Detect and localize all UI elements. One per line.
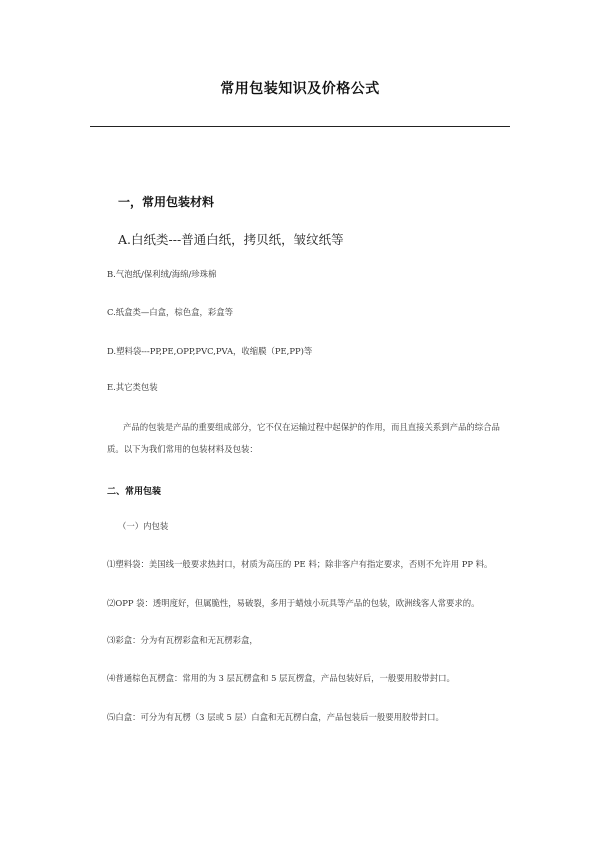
section2-item: ⑶彩盒：分为有瓦楞彩盒和无瓦楞彩盒，: [107, 635, 258, 645]
section2-subheading: （一）内包装: [118, 521, 169, 531]
section2-item: ⑷普通棕色瓦楞盒：常用的为 3 层瓦楞盒和 5 层瓦楞盒，产品包装好后，一般要用胶带封口。: [107, 673, 455, 683]
section1-item-b: B.气泡纸/保利绒/海绵/珍珠棉: [107, 269, 217, 279]
title-divider: [90, 126, 510, 127]
section1-item-e: E.其它类包装: [107, 382, 158, 392]
intro-paragraph: 产品的包装是产品的重要组成部分，它不仅在运输过程中起保护的作用，而且直接关系到产品的综合品质。以下为我们常用的包装材料及包装：: [107, 422, 500, 454]
section1-heading: 一，常用包装材料: [118, 195, 215, 209]
document-title: 常用包装知识及价格公式: [220, 81, 380, 97]
section2-item: ⑵OPP 袋：透明度好，但属脆性，易破裂，多用于蜡烛小玩具等产品的包装，欧洲线客人常要求的。: [107, 598, 480, 608]
section2-heading: 二、常用包装: [107, 487, 162, 497]
section1-item-c: C.纸盒类—白盒，棕色盒，彩盒等: [107, 307, 234, 317]
section2-item: ⑴塑料袋：美国线一般要求热封口，材质为高压的 PE 料；除非客户有指定要求，否则不允许用 PP 料。: [107, 559, 493, 569]
section1-item-d: D.塑料袋---PP,PE,OPP,PVC,PVA，收缩膜（PE,PP)等: [107, 346, 313, 356]
section1-item-a: A.白纸类---普通白纸，拷贝纸，皱纹纸等: [118, 232, 344, 247]
section2-item: ⑸白盒：可分为有瓦楞（3 层或 5 层）白盒和无瓦楞白盒，产品包装后一般要用胶带封口。: [107, 712, 444, 722]
